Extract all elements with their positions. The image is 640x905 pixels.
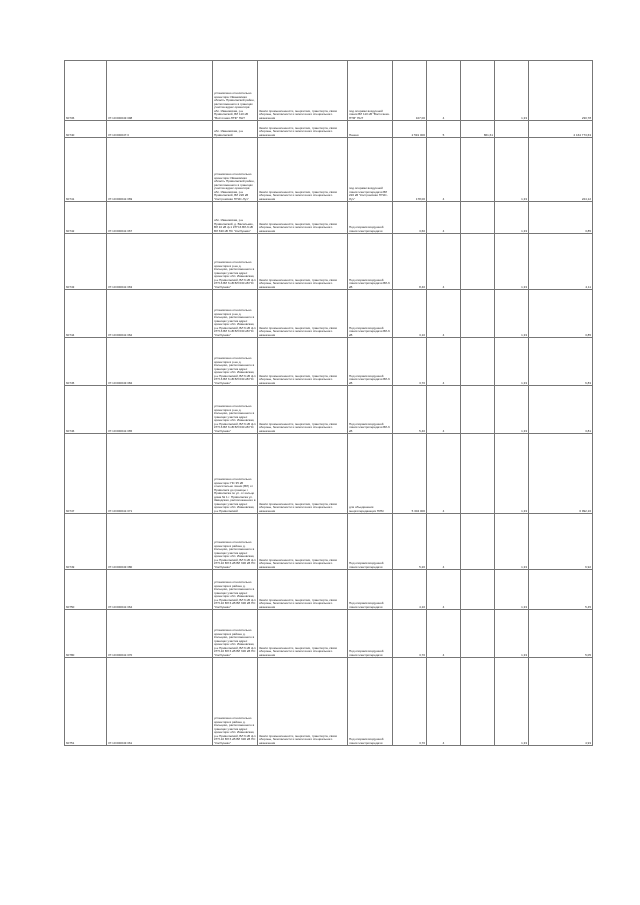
cadastral-number-cell: 37:10:000043:380 [107, 514, 213, 570]
category-code-cell: 4 [427, 514, 461, 570]
cost-per-unit-cell [461, 290, 495, 338]
permitted-use-cell: Под опорами воздушной линии электропередачи ВЛ-6 кВ [348, 290, 393, 338]
permitted-use-cell: под опорами воздушной линии электропередачи ВЛ 220 кВ "Костромская ГРЭС-Луч" [348, 138, 393, 202]
area-cell: 3,70 [393, 338, 427, 386]
coefficient-cell: 1,33 [495, 138, 529, 202]
category-code-cell: 4 [427, 570, 461, 610]
table-row [65, 234, 593, 290]
cadastral-value-cell: 6,83 [529, 338, 593, 386]
cadastral-number-cell: 37:10:000041:365 [107, 386, 213, 434]
category-code-cell: 4 [427, 386, 461, 434]
plot-number-cell: 60747 [65, 434, 107, 514]
plot-number-cell: 60749 [65, 514, 107, 570]
coefficient-cell: 1,33 [495, 386, 529, 434]
permitted-use-cell: Под опорами воздушной линии электропередачи ВЛ-6 кВ [348, 234, 393, 290]
address-cell: обл. Ивановская, р-н Приволжский [213, 121, 258, 138]
permitted-use-cell: Под опорами воздушной линии электропередачи [348, 610, 393, 658]
plot-number-cell: 60736 [65, 61, 107, 121]
cost-per-unit-cell [461, 386, 495, 434]
cadastral-value-cell: 3,85 [529, 290, 593, 338]
coefficient-cell: 1,33 [495, 290, 529, 338]
table-row [65, 202, 593, 234]
area-cell: 5 304 000 [393, 434, 427, 514]
cadastral-value-cell: 2 164 773,63 [529, 121, 593, 138]
cost-per-unit-cell: 861,61 [461, 121, 495, 138]
area-cell: 3,10 [393, 290, 427, 338]
cost-per-unit-cell [461, 570, 495, 610]
cadastral-number-cell: 37:10:000047:3 [107, 121, 213, 138]
land-category-cell: Земли промышленности, энергетики, транспорта, связи обороны, безопасности и земли иного специального назначения [258, 138, 348, 202]
cadastral-value-cell: 4,93 [529, 658, 593, 746]
cadastral-value-cell: 3,85 [529, 202, 593, 234]
cadastral-number-cell: 37:10:000041:362 [107, 290, 213, 338]
permitted-use-cell: Под опорами воздушной линии электропередачи [348, 202, 393, 234]
area-cell: 107,00 [393, 61, 427, 121]
category-code-cell: 4 [427, 658, 461, 746]
address-cell: установлено относительно ориентира в р-не д. Кольцово, расположенного в границах участка адрес ориентира: обл. Ивановская, р-н Приволжский, ВЛ 6 кВ ф.1 КТП-6 ВЛ 6 кВ ВЛ 630 кВ ПС "Колбунево" [213, 338, 258, 386]
cadastral-number-cell: 37:10:000041:369 [107, 138, 213, 202]
cost-per-unit-cell [461, 138, 495, 202]
cadastral-number-cell: 37:10:000041:370 [107, 610, 213, 658]
land-category-cell: Земли промышленности, энергетики, транспорта, связи обороны, безопасности и земли иного специального назначения [258, 658, 348, 746]
address-cell: установлено относительно ориентира в районе д. Кольцово, расположенного в границах участка адрес ориентира: обл. Ивановская, р-н Приволжский, ВЛ 6 кВ ф.1 КТП-10 ВЛ 6 кВ ВЛ 630 кВ ПС "Колбунево" [213, 658, 258, 746]
cadastral-number-cell: 37:10:000043:384 [107, 338, 213, 386]
land-category-cell: Земли промышленности, энергетики, транспорта, связи обороны, безопасности и земли иного специального назначения [258, 61, 348, 121]
cadastral-value-cell: 224,12 [529, 138, 593, 202]
category-code-cell: 4 [427, 61, 461, 121]
cost-per-unit-cell [461, 202, 495, 234]
address-cell: установлено относительно ориентира в районе д. Кольцово, расположенного в границах участка адрес ориентира: обл. Ивановская, р-н Приволжский, ВЛ 6 кВ ф.1 КТП-10 ВЛ 6 кВ ВЛ 630 кВ ПС "Колбунево" [213, 610, 258, 658]
cost-per-unit-cell [461, 338, 495, 386]
table-row [65, 338, 593, 386]
area-cell: 5,40 [393, 386, 427, 434]
cost-per-unit-cell [461, 514, 495, 570]
permitted-use-cell: Под опорами воздушной линии электропередачи [348, 658, 393, 746]
table-row [65, 610, 593, 658]
plot-number-cell: 60744 [65, 290, 107, 338]
address-cell: установлено относительно ориентира в р-не д. Кольцово, расположенного в границах участка адрес ориентира: обл. Ивановская, р-н Приволжский, ВЛ 6 кВ ф.1 КТП-6 ВЛ 6 кВ ВЛ 630 кВ ПС "Колбунево" [213, 386, 258, 434]
coefficient-cell: 1,33 [495, 514, 529, 570]
table-row [65, 570, 593, 610]
address-cell: установлено относительно ориентира: Ивановская область Приволжский район, расположенного в границах участка адрес ориентира: обл. Ивановская, р-н Приволжский, ВЛ 110 кВ "Восточная-ПТФ" ПНТ [213, 61, 258, 121]
land-category-cell: Земли промышленности, энергетики, транспорта, связи обороны, безопасности и земли иного специального назначения [258, 338, 348, 386]
category-code-cell: 4 [427, 610, 461, 658]
address-cell: установлено относительно ориентира в р-не д. Кольцово, расположенного в границах участка адрес ориентира: обл. Ивановская, р-н Приволжский, ВЛ 6 кВ ф.1 КТП-6 ВЛ 6 кВ ВЛ 630 кВ ПС "Колбунево" [213, 290, 258, 338]
permitted-use-cell: под опорами воздушной линии ВЛ 110 кВ "Восточная-ПТФ" ПНТ [348, 61, 393, 121]
land-category-cell: Земли промышленности, энергетики, транспорта, связи обороны, безопасности и земли иного специального назначения [258, 610, 348, 658]
cost-per-unit-cell [461, 434, 495, 514]
coefficient-cell: 1,33 [495, 570, 529, 610]
coefficient-cell: 1,33 [495, 658, 529, 746]
cadastral-value-cell: 5,45 [529, 570, 593, 610]
land-category-cell: Земли промышленности, энергетики, транспорта, связи обороны, безопасности и земли иного специального назначения [258, 434, 348, 514]
permitted-use-cell: Под опорами воздушной линии электропередачи [348, 570, 393, 610]
cadastral-value-cell: 230,78 [529, 61, 593, 121]
plot-number-cell: 60741 [65, 138, 107, 202]
land-category-cell: Земли промышленности, энергетики, транспорта, связи обороны, безопасности и земли иного специального назначения [258, 202, 348, 234]
category-code-cell: 4 [427, 138, 461, 202]
table-row [65, 658, 593, 746]
address-cell: установлено относительно ориентира в районе д. Кольцово, расположенного в границах участка адрес ориентира: обл. Ивановская, р-н Приволжский, ВЛ 6 кВ ф.1 КТП-10 ВЛ 6 кВ ВЛ 630 кВ ПС "Колбунево" [213, 570, 258, 610]
category-code-cell: 4 [427, 434, 461, 514]
table-row [65, 61, 593, 121]
plot-number-cell: 60751 [65, 658, 107, 746]
category-code-cell: 5 [427, 121, 461, 138]
coefficient-cell: 1,33 [495, 202, 529, 234]
table-row [65, 138, 593, 202]
table-row [65, 290, 593, 338]
cadastral-value-cell: 3,81 [529, 386, 593, 434]
coefficient-cell: 1,33 [495, 434, 529, 514]
category-code-cell: 4 [427, 202, 461, 234]
cost-per-unit-cell [461, 610, 495, 658]
cadastral-number-cell: 37:10:000043:398 [107, 61, 213, 121]
cadastral-number-cell: 37:10:000041:367 [107, 202, 213, 234]
plot-number-cell: 60750 [65, 570, 107, 610]
plot-number-cell: 60743 [65, 234, 107, 290]
plot-number-cell: 60746 [65, 386, 107, 434]
table-row [65, 434, 593, 514]
land-plots-table [64, 60, 593, 746]
area-cell: 3,70 [393, 610, 427, 658]
land-category-cell: Земли промышленности, энергетики, транспорта, связи обороны, безопасности и земли иного специального назначения [258, 570, 348, 610]
table-row [65, 386, 593, 434]
coefficient-cell: 1,33 [495, 234, 529, 290]
address-cell: обл. Ивановская, р-н Приволжский, д. Васильево, ВЛ 10 кВ ф.1 КТП-6 ВЛ-6 кВ ВЛ 630 кВ ПС "Колбунево" [213, 202, 258, 234]
coefficient-cell [495, 121, 529, 138]
plot-number-cell: 60780 [65, 610, 107, 658]
cadastral-value-cell: 6,92 [529, 514, 593, 570]
land-category-cell: Земли промышленности, энергетики, транспорта, связи обороны, безопасности и земли иного специального назначения [258, 234, 348, 290]
area-cell: 3,70 [393, 658, 427, 746]
cost-per-unit-cell [461, 61, 495, 121]
land-category-cell: Земли промышленности, энергетики, транспорта, связи обороны, безопасности и земли иного специального назначения [258, 514, 348, 570]
category-code-cell: 4 [427, 234, 461, 290]
land-category-cell: Земли промышленности, энергетики, транспорта, связи обороны, безопасности и земли иного специального назначения [258, 290, 348, 338]
permitted-use-cell: Под опорами воздушной линии электропередачи [348, 514, 393, 570]
category-code-cell: 4 [427, 290, 461, 338]
plot-number-cell: 60745 [65, 338, 107, 386]
address-cell: установлено относительно ориентира: Ивановская область Приволжский район, расположенного в границах участка адрес ориентира: обл. Ивановская, р-н Приволжский, ВЛ 220 кВ "Костромская ГРЭС-Луч" [213, 138, 258, 202]
coefficient-cell: 1,33 [495, 338, 529, 386]
cadastral-number-cell: 37:10:000041:364 [107, 570, 213, 610]
area-cell: 4,10 [393, 570, 427, 610]
cadastral-number-cell: 37:10:000043:361 [107, 658, 213, 746]
cadastral-value-cell: 5,05 [529, 610, 593, 658]
cadastral-number-cell: 37:10:000041:371 [107, 434, 213, 514]
plot-number-cell: 60740 [65, 121, 107, 138]
cadastral-value-cell: 4,11 [529, 234, 593, 290]
cost-per-unit-cell [461, 658, 495, 746]
address-cell: установлено относительно ориентира: ПС 35 кВ относительно линии (ВЛ) от Приволжск до границы г. Приволжска по ул. от кольцо дома № 1 г. Приволжска ул. Заводская, расположенного в границах участка адрес ориентира: обл. Ивановская, р-н Приволжский [213, 434, 258, 514]
area-cell: 8,40 [393, 234, 427, 290]
land-category-cell: Земли промышленности, энергетики, транспорта, связи обороны, безопасности и земли иного специального назначения [258, 121, 348, 138]
cadastral-value-cell: 6 992,16 [529, 434, 593, 514]
address-cell: установлено относительно ориентира в районе д. Кольцово, расположенного в границах участка адрес ориентира: обл. Ивановская, р-н Приволжский, ВЛ 6 кВ ф.1 КТП-10 ВЛ 6 кВ ВЛ 630 кВ ПС "Колбунево" [213, 514, 258, 570]
address-cell: установлено относительно ориентира в р-не д. Кольцово, расположенного в границах участка адрес ориентира: обл. Ивановская, р-н Приволжский, ВЛ 6 кВ ф.1 КТП-6 ВЛ 6 кВ ВЛ 630 кВ ПС "Колбунево" [213, 234, 258, 290]
coefficient-cell: 1,33 [495, 610, 529, 658]
area-cell: 5,20 [393, 514, 427, 570]
cadastral-number-cell: 37:10:000041:363 [107, 234, 213, 290]
land-category-cell: Земли промышленности, энергетики, транспорта, связи обороны, безопасности и земли иного специального назначения [258, 386, 348, 434]
permitted-use-cell: для объединения энергопередающих ПЛМ [348, 434, 393, 514]
area-cell: 2 591 000 [393, 121, 427, 138]
area-cell: 3,60 [393, 202, 427, 234]
cost-per-unit-cell [461, 234, 495, 290]
permitted-use-cell: Под опорами воздушной линии электропередачи ВЛ-6 кВ [348, 338, 393, 386]
table-row [65, 121, 593, 138]
plot-number-cell: 60742 [65, 202, 107, 234]
table-row [65, 514, 593, 570]
area-cell: 178,00 [393, 138, 427, 202]
permitted-use-cell: Под опорами воздушной линии электропередачи ВЛ-6 кВ [348, 386, 393, 434]
permitted-use-cell: Пашня [348, 121, 393, 138]
category-code-cell: 4 [427, 338, 461, 386]
coefficient-cell: 1,33 [495, 61, 529, 121]
